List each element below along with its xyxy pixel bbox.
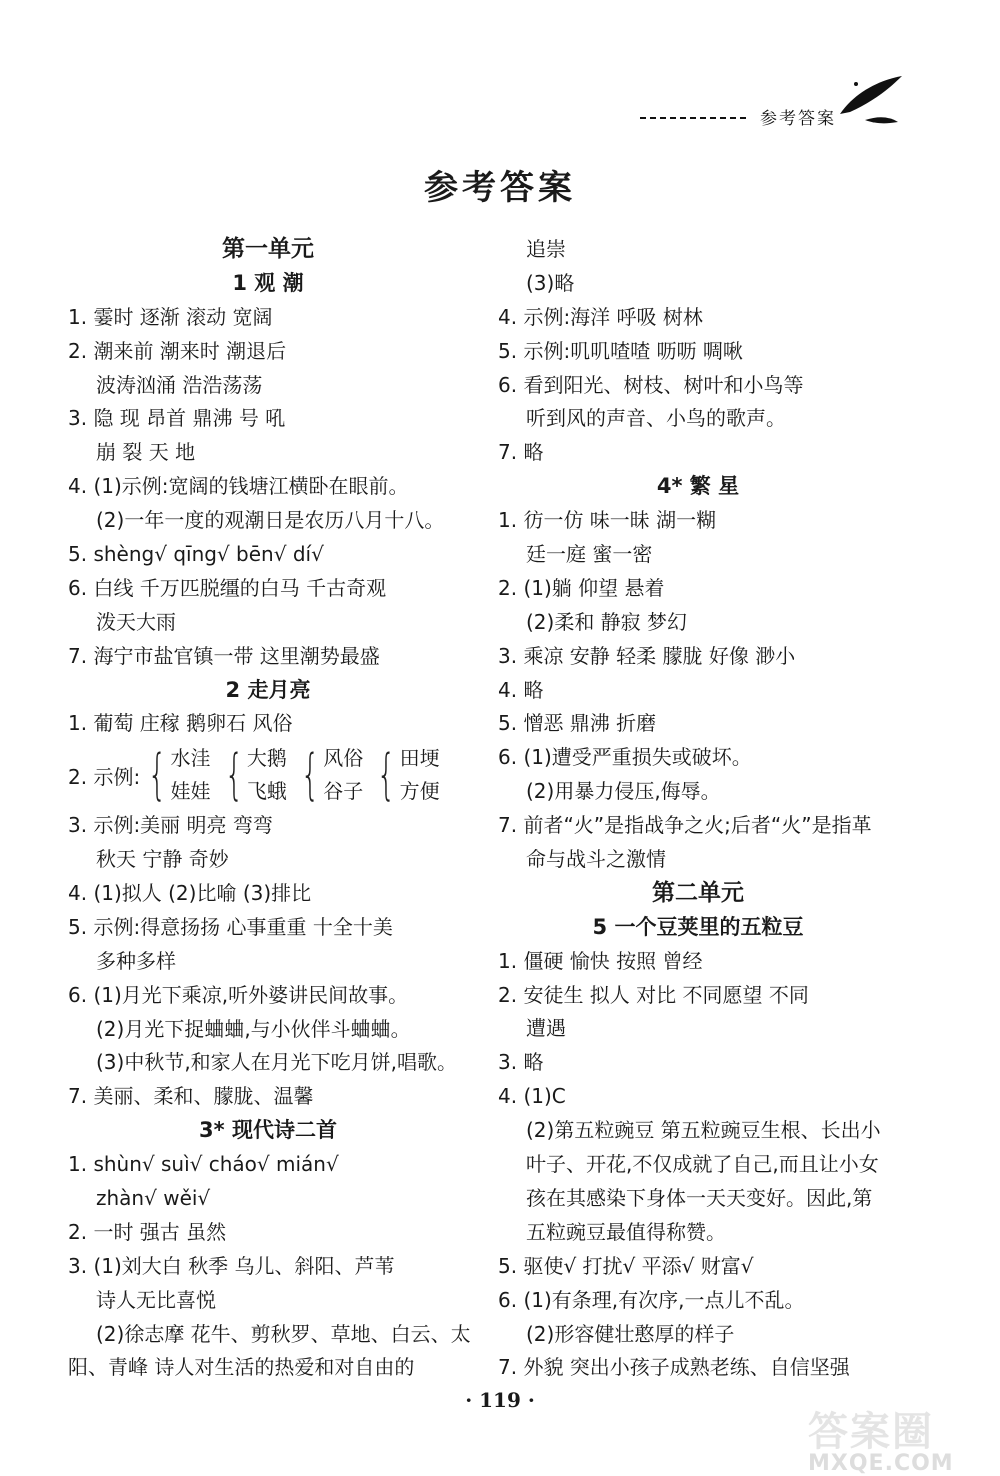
- answer-line: 5. 憎恶 鼎沸 折磨: [498, 711, 657, 736]
- answer-line: 5. shèng√ qīng√ bēn√ dí√: [68, 542, 324, 567]
- unit-heading: 第二单元: [652, 879, 744, 906]
- answer-line: (2)一年一度的观潮日是农历八月十八。: [96, 508, 445, 533]
- answer-line: 7. 美丽、柔和、朦胧、温馨: [68, 1084, 314, 1109]
- lesson-title: 5 一个豆荚里的五粒豆: [592, 914, 804, 939]
- answer-line: 4. (1)拟人 (2)比喻 (3)排比: [68, 880, 312, 905]
- answer-line: 3. 示例:美丽 明亮 弯弯: [68, 813, 273, 838]
- brace-word: 谷子: [323, 779, 364, 804]
- answer-line: 波涛汹涌 浩浩荡荡: [96, 372, 263, 397]
- answer-line: 1. 僵硬 愉快 按照 曾经: [498, 948, 703, 973]
- answer-line: 1. 葡萄 庄稼 鹅卵石 风俗: [68, 711, 293, 736]
- answer-line: (2)形容健壮憨厚的样子: [526, 1321, 735, 1346]
- left-brace-icon: {: [224, 743, 244, 807]
- answer-line: 1. 霎时 逐渐 滚动 宽阔: [68, 304, 273, 329]
- answer-line: (2)徐志摩 花牛、剪秋罗、草地、白云、太: [96, 1321, 471, 1346]
- answer-line: 4. 示例:海洋 呼吸 树林: [498, 304, 703, 329]
- answer-line: (2)用暴力侵压,侮辱。: [526, 779, 721, 804]
- answer-line: 2. (1)躺 仰望 悬着: [498, 575, 665, 600]
- brace-word: 大鹅: [246, 746, 287, 771]
- watermark-logo-text: 答案圈: [808, 1409, 934, 1455]
- answer-line: 6. (1)遭受严重损失或破坏。: [498, 745, 752, 770]
- answer-line: 5. 驱使√ 打扰√ 平添√ 财富√: [498, 1253, 754, 1278]
- brace-answer-line: [68, 741, 468, 809]
- answer-line: 廷一庭 蜜一密: [526, 542, 653, 567]
- answer-line: 7. 略: [498, 440, 544, 465]
- answer-line: 3. 隐 现 昂首 鼎沸 号 吼: [68, 406, 286, 431]
- right-column: [498, 233, 898, 1385]
- answer-line: (2)第五粒豌豆 第五粒豌豆生根、长出小: [526, 1118, 881, 1143]
- answer-line: 命与战斗之激情: [526, 847, 666, 872]
- answer-line: (2)柔和 静寂 梦幻: [526, 609, 688, 634]
- answer-line: 3. 乘凉 安静 轻柔 朦胧 好像 渺小: [498, 643, 796, 668]
- brace-group: [217, 742, 287, 808]
- answer-line: 诗人无比喜悦: [96, 1287, 216, 1312]
- answer-line: 6. (1)月光下乘凉,听外婆讲民间故事。: [68, 982, 409, 1007]
- left-brace-icon: {: [300, 743, 320, 807]
- answer-line: 1. 彷一仿 味一昧 湖一糊: [498, 508, 717, 533]
- answer-line: 6. (1)有条理,有次序,一点儿不乱。: [498, 1287, 805, 1312]
- answer-line: 3. (1)刘大白 秋季 乌儿、斜阳、芦苇: [68, 1253, 395, 1278]
- answer-line: 3. 略: [498, 1050, 544, 1075]
- brace-group: [293, 742, 363, 808]
- unit-heading: 第一单元: [222, 236, 314, 262]
- answer-line: 听到风的声音、小鸟的歌声。: [526, 406, 786, 431]
- brace-prefix: 2. 示例:: [68, 764, 141, 789]
- lesson-title: 1 观 潮: [232, 270, 304, 295]
- answer-line: 2. 一时 强古 虽然: [68, 1219, 227, 1244]
- lesson-title: 4* 繁 星: [656, 474, 740, 499]
- lesson-title: 3* 现代诗二首: [199, 1118, 337, 1143]
- page-number: · 119 ·: [465, 1388, 535, 1412]
- answer-line: 4. 略: [498, 677, 544, 702]
- page-title: 参考答案: [424, 168, 576, 208]
- brace-group: [369, 742, 439, 808]
- answer-line: zhàn√ wěi√: [96, 1185, 211, 1210]
- answer-line: 5. 示例:叽叽喳喳 呖呖 啁啾: [498, 338, 743, 363]
- answer-line: 2. 安徒生 拟人 对比 不同愿望 不同: [498, 982, 809, 1007]
- answer-line: 泼天大雨: [96, 609, 176, 634]
- answer-line: 2. 潮来前 潮来时 潮退后: [68, 338, 287, 363]
- answer-line: 阳、青峰 诗人对生活的热爱和对自由的: [68, 1355, 415, 1380]
- answer-line: 7. 前者“火”是指战争之火;后者“火”是指革: [498, 813, 872, 838]
- brace-group: [140, 742, 210, 808]
- left-brace-icon: {: [376, 743, 396, 807]
- answer-line: 7. 外貌 突出小孩子成熟老练、自信坚强: [498, 1355, 850, 1380]
- watermark: [808, 1400, 988, 1476]
- brace-word: 水洼: [170, 746, 211, 771]
- watermark-url: MXQE.COM: [808, 1451, 954, 1476]
- brace-word: 娃娃: [170, 779, 211, 804]
- brace-word: 飞蛾: [246, 779, 287, 804]
- answer-line: 多种多样: [96, 948, 176, 973]
- answer-line: 1. shùn√ suì√ cháo√ mián√: [68, 1152, 339, 1177]
- answer-line: 遭遇: [526, 1016, 566, 1041]
- answer-line: 孩在其感染下身体一天天变好。因此,第: [526, 1185, 873, 1210]
- lesson-title: 2 走月亮: [225, 677, 311, 702]
- answer-line: (3)中秋节,和家人在月光下吃月饼,唱歌。: [96, 1050, 458, 1075]
- header-label: 参考答案: [760, 109, 836, 129]
- brace-word: 风俗: [323, 746, 364, 771]
- answer-line: 叶子、开花,不仅成就了自己,而且让小女: [526, 1152, 879, 1177]
- answer-line: 6. 白线 千万匹脱缰的白马 千古奇观: [68, 575, 387, 600]
- header-decoration: [640, 62, 910, 132]
- answer-line: 五粒豌豆最值得称赞。: [526, 1219, 726, 1244]
- left-column: [68, 233, 471, 1385]
- answer-line: (3)略: [526, 270, 575, 295]
- answer-line: 5. 示例:得意扬扬 心事重重 十全十美: [68, 914, 393, 939]
- answer-line: 追崇: [526, 237, 566, 261]
- answer-line: 4. (1)示例:宽阔的钱塘江横卧在眼前。: [68, 474, 409, 499]
- answer-line: 4. (1)C: [498, 1084, 566, 1109]
- answer-line: 秋天 宁静 奇妙: [96, 847, 229, 872]
- left-brace-icon: {: [147, 743, 167, 807]
- brace-word: 方便: [399, 779, 440, 804]
- answer-line: 6. 看到阳光、树枝、树叶和小鸟等: [498, 372, 804, 397]
- brace-word: 田埂: [399, 746, 440, 771]
- answer-line: 崩 裂 天 地: [96, 440, 196, 465]
- answer-line: 7. 海宁市盐官镇一带 这里潮势最盛: [68, 643, 380, 668]
- answer-line: (2)月光下捉蛐蛐,与小伙伴斗蛐蛐。: [96, 1016, 411, 1041]
